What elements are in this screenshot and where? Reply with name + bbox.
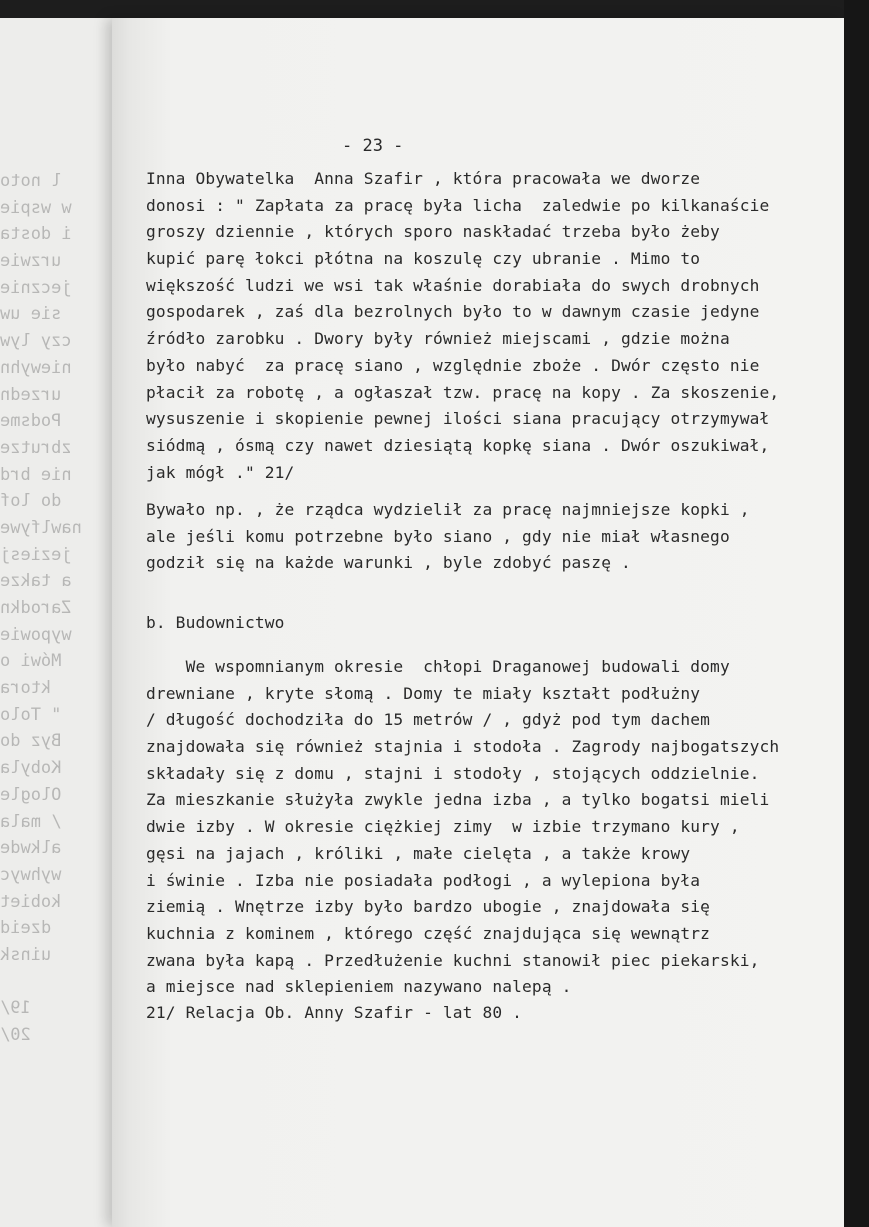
section-heading: b. Budownictwo [146,613,285,632]
margin-text-line: uinsk [0,944,52,965]
text-line: Inna Obywatelka Anna Szafir , która pracowała we dworze [146,169,701,188]
margin-text-line: dzeid [0,918,52,939]
text-line: i świnie . Izba nie posiadała podłogi , a wylepiona była [146,870,701,890]
text-line: znajdowała się również stajnia i stodoła . Zagrody najbogatszych [146,737,780,757]
text-line: Za mieszkanie służyła zwykle jedna izba , a tylko bogatsi mieli [146,790,770,810]
margin-text-line: Ologle [0,784,62,805]
margin-text-line: a takze [0,571,72,592]
text-line: zwana była kapą . Przedłużenie kuchni stanowił piec piekarski, [146,950,760,970]
margin-text-line: ktora [0,678,52,699]
paragraph-kopki [146,497,750,577]
margin-text-line: nie brd [0,464,72,485]
text-line: było nabyć za pracę siano , względnie zboże . Dwór często nie [146,355,760,375]
text-line: godził się na każde warunki , byle zdobyć paszę . [146,553,631,573]
paragraph-quote-szafir [146,166,779,486]
footnote: 21/ Relacja Ob. Anny Szafir - lat 80 . [146,1003,523,1022]
margin-text-line: w wspie [0,197,72,218]
text-line: donosi : " Zapłata za pracę była licha zaledwie po kilkanaście [146,195,770,215]
text-line: kuchnia z kominem , którego część znajdująca się wewnątrz [146,923,711,943]
text-line: a miejsce nad sklepieniem nazywano nalepą . [146,977,572,997]
text-line: jak mógł ." 21/ [146,462,295,482]
margin-text-line: jecznie [0,277,72,298]
text-line: większość ludzi we wsi tak właśnie dorabiała do swych drobnych [146,275,760,295]
text-line: płacił za robotę , a ogłaszał tzw. pracę na kopy . Za skoszenie, [146,382,780,402]
margin-text-line: Byz do [0,731,62,752]
text-line: gospodarek , zaś dla bezrolnych było to w dawnym czasie jedyne [146,302,760,322]
margin-text-line: Zarodkn [0,598,72,618]
margin-text-line: " Tolo [0,704,62,725]
margin-text-line: Mówi o [0,651,62,672]
margin-text-line: Podsme [0,411,62,432]
text-line: źródło zarobku . Dwory były również miejscami , gdzie można [146,329,730,349]
adjacent-page-text [0,168,120,1049]
margin-text-line: wypowie [0,624,72,645]
margin-text-line: wyhwyc [0,864,62,885]
margin-text-line: / mala [0,811,62,832]
margin-text-line: urzedn [0,384,62,405]
margin-text-line: czy lyw [0,331,72,352]
margin-text-line: 19/ [0,998,31,1019]
margin-text-line: sie uw [0,304,62,325]
margin-text-line: i dosta [0,224,72,245]
text-line: We wspomnianym okresie chłopi Draganowej budowali domy [146,657,730,676]
scan-border [844,0,869,1227]
margin-text-line [0,969,120,996]
margin-text-line: Kobyla [0,758,62,779]
margin-text-line: do lof [0,491,62,512]
paragraph-budownictwo [146,654,779,1001]
text-line: siódmą , ósmą czy nawet dziesiątą kopkę siana . Dwór oszukiwał, [146,435,770,455]
margin-text-line: urzwie [0,251,62,272]
text-line: ziemią . Wnętrze izby było bardzo ubogie , znajdowała się [146,897,711,917]
text-line: Bywało np. , że rządca wydzielił za pracę najmniejsze kopki , [146,500,750,519]
text-line: drewniane , kryte słomą . Domy te miały kształt podłużny [146,683,701,703]
margin-text-line: zbrutze [0,437,72,458]
text-line: groszy dziennie , których sporo naskładać trzeba było żeby [146,222,720,242]
margin-text-line: 20/ [0,1025,31,1045]
text-line: gęsi na jajach , króliki , małe cielęta , a także krowy [146,843,691,863]
text-line: kupić parę łokci płótna na koszulę czy ubranie . Mimo to [146,249,701,269]
adjacent-page [0,18,130,1227]
margin-text-line: alkwde [0,838,62,859]
text-line: ale jeśli komu potrzebne było siano , gdy nie miał własnego [146,526,730,546]
margin-text-line: jeziesj [0,544,72,565]
margin-text-line: kobiet [0,891,62,912]
page-number: - 23 - [342,136,404,156]
margin-text-line: nawlfywe [0,517,82,538]
text-line: składały się z domu , stajni i stodoły , stojących oddzielnie. [146,763,760,783]
text-line: dwie izby . W okresie ciężkiej zimy w izbie trzymano kury , [146,817,740,837]
margin-text-line: l noto [0,171,62,191]
margin-text-line: niewyhn [0,357,72,378]
text-line: wysuszenie i skopienie pewnej ilości siana pracujący otrzymywał [146,409,770,429]
text-line: / długość dochodziła do 15 metrów / , gdyż pod tym dachem [146,710,711,730]
